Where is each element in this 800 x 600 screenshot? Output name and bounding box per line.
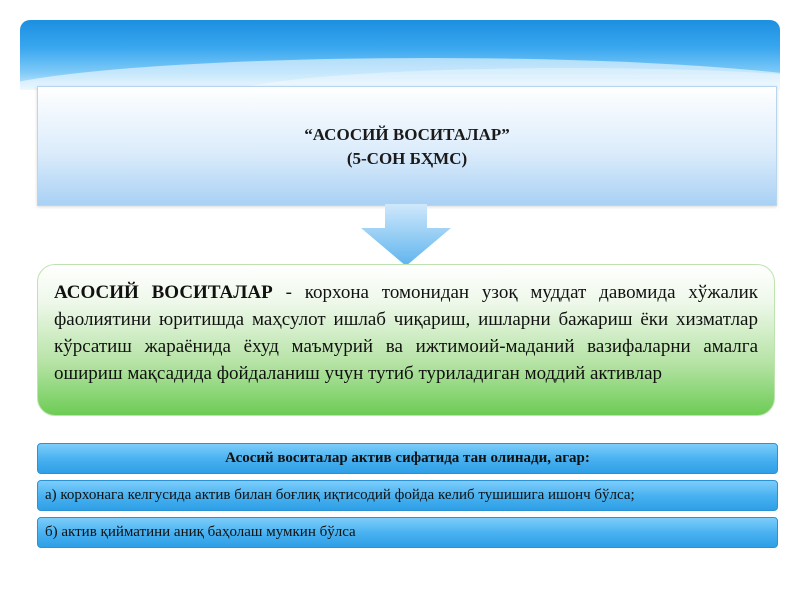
title-line-2: (5-СОН БҲМС) bbox=[346, 149, 468, 168]
arrow-down-icon bbox=[361, 204, 451, 266]
definition-term: АСОСИЙ ВОСИТАЛАР bbox=[54, 282, 273, 303]
definition-text bbox=[54, 279, 758, 387]
criteria-item-b: б) актив қийматини аниқ баҳолаш мумкин бўлса bbox=[37, 517, 778, 548]
title-box bbox=[37, 86, 777, 206]
definition-body: - корхона томонидан узоқ муддат давомида хўжалик фаолиятини юритишда маҳсулот ишлаб чиқариш, ишларни бажариш ёки хизматлар кўрсатиш жараёнида ёхуд маъмурий ва ижтимоий-маданий вазифаларни амалга ошириш мақсадида фойдаланиш учун тутиб туриладиган моддий активлар bbox=[54, 282, 758, 384]
criteria-header: Асосий воситалар актив сифатида тан олинади, агар: bbox=[37, 443, 778, 474]
title-line-1: “АСОСИЙ ВОСИТАЛАР” bbox=[304, 125, 510, 144]
slide-title bbox=[38, 123, 776, 171]
definition-box bbox=[37, 264, 775, 416]
criteria-item-a: а) корхонага келгусида актив билан боғлиқ иқтисодий фойда келиб тушишига ишонч бўлса; bbox=[37, 480, 778, 511]
top-banner bbox=[20, 20, 780, 90]
